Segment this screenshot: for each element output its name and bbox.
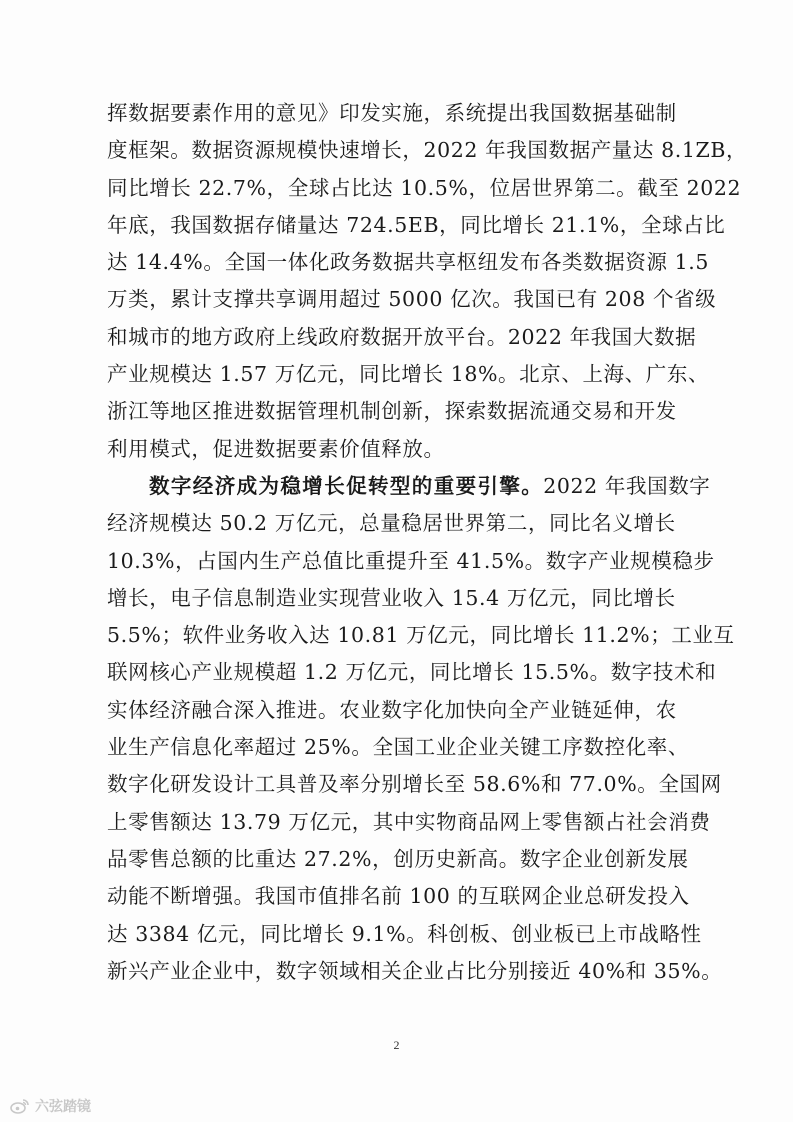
text-line: 5.5%；软件业务收入达 10.81 万亿元，同比增长 11.2%；工业互 (107, 623, 735, 648)
text-line: 数字化研发设计工具普及率分别增长至 58.6%和 77.0%。全国网 (107, 772, 722, 797)
text-line: 度框架。数据资源规模快速增长，2022 年我国数据产量达 8.1ZB， (107, 138, 748, 163)
watermark-text: 六弦踏镜 (35, 1099, 91, 1115)
body-text (107, 95, 748, 990)
text-line: 挥数据要素作用的意见》印发实施，系统提出我国数据基础制 (107, 101, 677, 125)
text-line: 年底，我国数据存储量达 724.5EB，同比增长 21.1%，全球占比 (107, 212, 726, 237)
text-line: 品零售总额的比重达 27.2%，创历史新高。数字企业创新发展 (107, 846, 689, 871)
text-line: 达 3384 亿元，同比增长 9.1%。科创板、创业板已上市战略性 (107, 921, 702, 946)
text-line: 上零售额达 13.79 万亿元，其中实物商品网上零售额占社会消费 (107, 809, 711, 834)
heading-line-rest: 2022 年我国数字 (543, 473, 711, 498)
text-line: 和城市的地方政府上线政府数据开放平台。2022 年我国大数据 (107, 324, 697, 349)
text-line: 实体经济融合深入推进。农业数字化加快向全产业链延伸，农 (107, 697, 677, 722)
weibo-logo-icon (10, 1098, 30, 1114)
text-line: 万类，累计支撑共享调用超过 5000 亿次。我国已有 208 个省级 (107, 287, 717, 312)
text-line: 联网核心产业规模超 1.2 万亿元，同比增长 15.5%。数字技术和 (107, 660, 717, 685)
text-line: 达 14.4%。全国一体化政务数据共享枢纽发布各类数据资源 1.5 (107, 250, 710, 275)
paragraph-heading: 数字经济成为稳增长促转型的重要引擎。 (149, 473, 544, 498)
text-line: 浙江等地区推进数据管理机制创新，探索数据流通交易和开发 (107, 399, 677, 424)
paragraph-1 (107, 95, 748, 468)
text-line: 同比增长 22.7%，全球占比达 10.5%，位居世界第二。截至 2022 (107, 175, 742, 200)
page-number: 2 (393, 1038, 400, 1052)
text-line: 新兴产业企业中，数字领域相关企业占比分别接近 40%和 35%。 (107, 958, 723, 983)
paragraph-2 (107, 468, 735, 990)
watermark (10, 1096, 91, 1116)
text-line: 产业规模达 1.57 万亿元，同比增长 18%。北京、上海、广东、 (107, 362, 710, 387)
text-line: 经济规模达 50.2 万亿元，总量稳居世界第二，同比名义增长 (107, 511, 676, 536)
text-line: 业生产信息化率超过 25%。全国工业企业关键工序数控化率、 (107, 735, 689, 760)
text-line: 动能不断增强。我国市值排名前 100 的互联网企业总研发投入 (107, 884, 690, 909)
text-line: 利用模式，促进数据要素价值释放。 (107, 436, 445, 461)
text-line: 增长，电子信息制造业实现营业收入 15.4 万亿元，同比增长 (107, 585, 676, 610)
text-line (107, 468, 711, 505)
text-line: 10.3%，占国内生产总值比重提升至 41.5%。数字产业规模稳步 (107, 548, 715, 573)
